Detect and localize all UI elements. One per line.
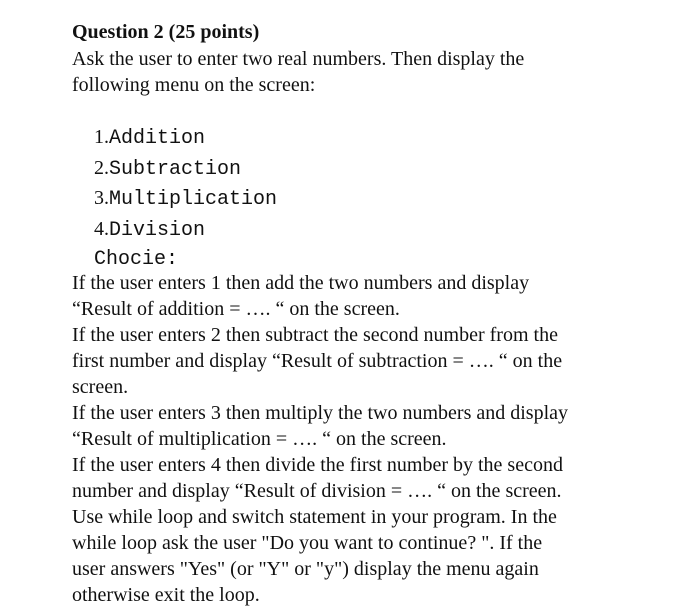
menu-item-label: Multiplication: [109, 188, 278, 211]
body-line: If the user enters 4 then divide the first number by the second: [72, 454, 563, 476]
body-line: first number and display “Result of subtraction = …. “ on the: [72, 350, 563, 372]
menu-item-number: 3.: [94, 187, 109, 209]
menu-item-number: 1.: [94, 126, 109, 148]
body-line: If the user enters 2 then subtract the second number from the: [72, 324, 558, 346]
question-intro: [72, 46, 524, 98]
body-line: otherwise exit the loop.: [72, 584, 260, 606]
intro-line: Ask the user to enter two real numbers. Then display the: [72, 48, 525, 70]
body-line: “Result of multiplication = …. “ on the screen.: [72, 428, 447, 450]
body-line: “Result of addition = …. “ on the screen.: [72, 298, 400, 320]
body-line: Use while loop and switch statement in your program. In the: [72, 506, 557, 528]
body-line: number and display “Result of division = …. “ on the screen.: [72, 480, 562, 502]
menu-item-addition: [94, 123, 277, 154]
menu-item-number: 2.: [94, 156, 109, 179]
body-line: If the user enters 1 then add the two numbers and display: [72, 272, 530, 294]
menu-item-division: [94, 215, 277, 246]
body-line: while loop ask the user "Do you want to continue? ". If the: [72, 532, 543, 554]
instructions-body: [72, 270, 568, 608]
menu-choice-prompt: Chocie:: [94, 248, 179, 271]
menu-item-label: Division: [109, 218, 206, 242]
menu-item-number: 4.: [94, 217, 109, 240]
menu-item-label: Addition: [109, 127, 206, 150]
menu-item-multiplication: [94, 184, 277, 215]
menu-item-label: Subtraction: [109, 157, 242, 181]
menu-listing: [94, 123, 277, 275]
body-line: If the user enters 3 then multiply the two numbers and display: [72, 402, 569, 424]
intro-line: following menu on the screen:: [72, 74, 316, 96]
question-title: Question 2 (25 points): [72, 21, 260, 43]
menu-item-subtraction: [94, 154, 277, 185]
body-line: screen.: [72, 376, 129, 398]
body-line: user answers "Yes" (or "Y" or "y") display the menu again: [72, 558, 539, 580]
